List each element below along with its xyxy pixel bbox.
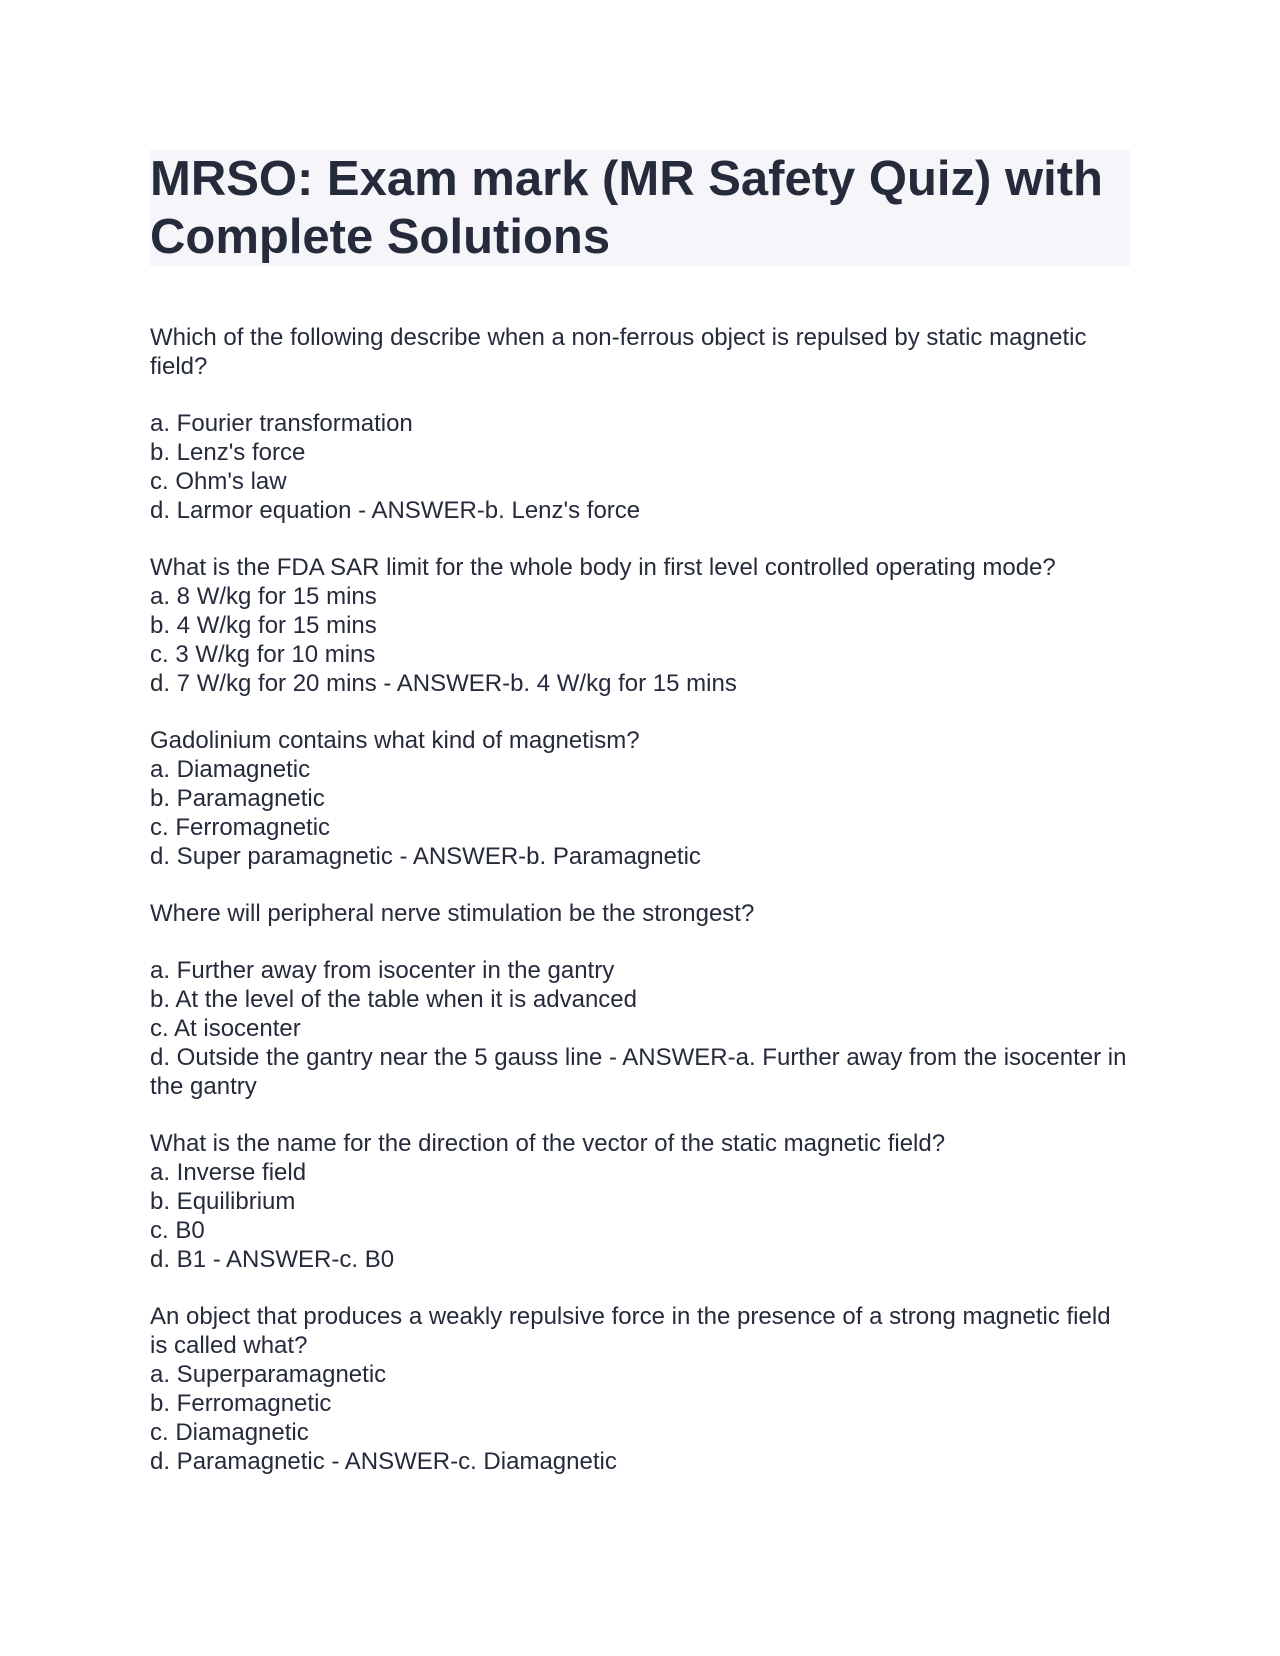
question-separator — [150, 1101, 1128, 1129]
answer-option: b. Paramagnetic — [150, 785, 325, 812]
answer-option: c. At isocenter — [150, 1015, 301, 1042]
answer-option: a. Further away from isocenter in the gantry — [150, 957, 615, 984]
answer-option: b. Ferromagnetic — [150, 1390, 332, 1417]
question-separator — [150, 1274, 1128, 1302]
spacer — [150, 928, 1128, 956]
answer-option: d. Paramagnetic - ANSWER-c. Diamagnetic — [150, 1448, 617, 1475]
answer-option: b. Lenz's force — [150, 439, 306, 466]
answer-option: d. Larmor equation - ANSWER-b. Lenz's force — [150, 497, 641, 524]
question-text: What is the FDA SAR limit for the whole body in first level controlled operating mode? — [150, 554, 1056, 581]
answer-option: a. Inverse field — [150, 1159, 307, 1186]
answer-option: c. Diamagnetic — [150, 1419, 309, 1446]
answer-option: d. 7 W/kg for 20 mins - ANSWER-b. 4 W/kg for 15 mins — [150, 670, 737, 697]
answer-option: c. Ferromagnetic — [150, 814, 331, 841]
question-text: Where will peripheral nerve stimulation be the strongest? — [150, 900, 755, 927]
question-list — [150, 323, 1134, 1476]
question-block — [150, 323, 1128, 525]
question-block — [150, 726, 1128, 871]
answer-option: b. At the level of the table when it is advanced — [150, 986, 637, 1013]
question-block — [150, 1129, 1128, 1274]
answer-option: c. B0 — [150, 1217, 205, 1244]
question-text: An object that produces a weakly repulsive force in the presence of a strong magnetic field is called what? — [150, 1303, 1118, 1359]
question-separator — [150, 525, 1128, 553]
answer-option: d. Super paramagnetic - ANSWER-b. Paramagnetic — [150, 843, 701, 870]
answer-option: b. Equilibrium — [150, 1188, 296, 1215]
spacer — [150, 381, 1128, 409]
question-block — [150, 1302, 1128, 1476]
answer-option: c. 3 W/kg for 10 mins — [150, 641, 376, 668]
document-page — [150, 150, 1134, 1476]
answer-option: a. Superparamagnetic — [150, 1361, 387, 1388]
question-block — [150, 899, 1134, 1101]
question-separator — [150, 871, 1128, 899]
answer-option: a. Diamagnetic — [150, 756, 311, 783]
question-text: Gadolinium contains what kind of magnetism? — [150, 727, 640, 754]
document-title: MRSO: Exam mark (MR Safety Quiz) with Complete Solutions — [150, 150, 1130, 266]
question-text: Which of the following describe when a non-ferrous object is repulsed by static magnetic field? — [150, 324, 1094, 380]
answer-option: a. 8 W/kg for 15 mins — [150, 583, 377, 610]
answer-option: d. B1 - ANSWER-c. B0 — [150, 1246, 395, 1273]
answer-option: b. 4 W/kg for 15 mins — [150, 612, 377, 639]
question-block — [150, 553, 1128, 698]
answer-option: c. Ohm's law — [150, 468, 287, 495]
question-separator — [150, 698, 1128, 726]
question-text: What is the name for the direction of the vector of the static magnetic field? — [150, 1130, 946, 1157]
answer-option: a. Fourier transformation — [150, 410, 413, 437]
answer-option: d. Outside the gantry near the 5 gauss line - ANSWER-a. Further away from the isocenter in the gantry — [150, 1044, 1134, 1100]
